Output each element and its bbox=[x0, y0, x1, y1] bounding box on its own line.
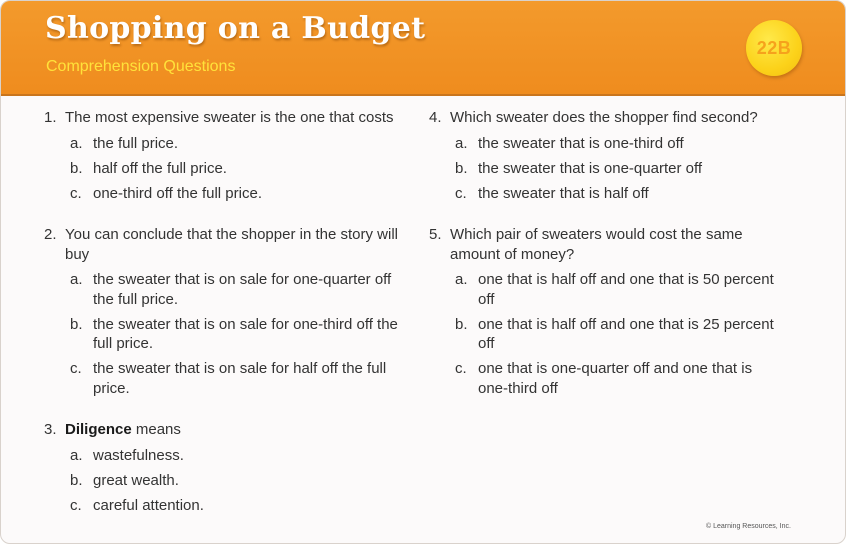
left-question-column bbox=[44, 108, 414, 537]
option-letter: c. bbox=[70, 184, 82, 202]
question-1 bbox=[44, 108, 414, 203]
option-letter: a. bbox=[70, 134, 83, 152]
question-number: 5. bbox=[429, 226, 442, 243]
card-number-badge bbox=[746, 20, 802, 76]
answer-option bbox=[44, 446, 414, 466]
question-4 bbox=[429, 108, 774, 203]
question-3 bbox=[44, 420, 414, 515]
answer-option bbox=[44, 471, 414, 491]
card-title: Shopping on a Budget bbox=[45, 11, 426, 46]
option-letter: b. bbox=[70, 471, 83, 489]
option-text: great wealth. bbox=[93, 471, 179, 489]
question-stem bbox=[44, 108, 414, 128]
answer-option bbox=[429, 159, 774, 179]
option-letter: b. bbox=[70, 315, 83, 333]
answer-option bbox=[44, 315, 414, 354]
option-text: one that is half off and one that is 50 percent off bbox=[478, 271, 774, 308]
right-question-column bbox=[429, 108, 774, 420]
question-text: Which pair of sweaters would cost the same amount of money? bbox=[450, 226, 743, 263]
copyright-notice: © Learning Resources, Inc. bbox=[706, 523, 791, 530]
vocabulary-term: Diligence bbox=[65, 421, 132, 438]
option-text: careful attention. bbox=[93, 496, 204, 514]
option-letter: c. bbox=[70, 360, 82, 377]
option-letter: b. bbox=[455, 315, 468, 333]
question-stem bbox=[44, 225, 414, 264]
option-letter: b. bbox=[455, 159, 468, 177]
question-text: The most expensive sweater is the one that costs bbox=[65, 109, 394, 126]
option-text: wastefulness. bbox=[93, 446, 184, 464]
option-letter: a. bbox=[455, 271, 468, 288]
option-text: one-third off the full price. bbox=[93, 184, 262, 202]
answer-option bbox=[429, 315, 774, 354]
option-text: the sweater that is one-quarter off bbox=[478, 159, 703, 177]
answer-option bbox=[429, 134, 774, 154]
answer-option bbox=[429, 270, 774, 309]
option-letter: b. bbox=[70, 159, 83, 177]
question-stem bbox=[44, 420, 414, 440]
option-text: the full price. bbox=[93, 134, 179, 152]
option-text: the sweater that is on sale for one-quarter off the full price. bbox=[93, 271, 392, 308]
card-header bbox=[1, 1, 845, 96]
option-letter: a. bbox=[70, 271, 83, 288]
question-5 bbox=[429, 225, 774, 398]
question-text-rest: means bbox=[131, 421, 181, 438]
answer-options bbox=[429, 134, 774, 204]
answer-option bbox=[429, 359, 774, 398]
option-letter: a. bbox=[455, 134, 468, 152]
question-number: 4. bbox=[429, 109, 442, 126]
option-text: the sweater that is one-third off bbox=[478, 134, 684, 152]
answer-option bbox=[44, 159, 414, 179]
answer-options bbox=[44, 270, 414, 398]
badge-label: 22B bbox=[756, 37, 792, 58]
answer-option bbox=[44, 134, 414, 154]
option-text: the sweater that is on sale for one-third off the full price. bbox=[93, 315, 398, 352]
option-text: the sweater that is half off bbox=[478, 184, 649, 202]
question-number: 1. bbox=[44, 109, 57, 126]
card-subtitle: Comprehension Questions bbox=[46, 58, 236, 75]
answer-option bbox=[44, 184, 414, 204]
answer-option bbox=[44, 270, 414, 309]
option-text: one that is half off and one that is 25 percent off bbox=[478, 315, 774, 352]
answer-option bbox=[44, 496, 414, 516]
question-number: 3. bbox=[44, 421, 57, 438]
question-text: Which sweater does the shopper find second? bbox=[450, 109, 758, 126]
option-text: half off the full price. bbox=[93, 159, 227, 177]
answer-option bbox=[44, 359, 414, 398]
option-letter: c. bbox=[455, 360, 467, 377]
option-letter: c. bbox=[70, 496, 82, 514]
option-letter: a. bbox=[70, 446, 83, 464]
option-text: the sweater that is on sale for half off the full price. bbox=[93, 360, 387, 397]
answer-options bbox=[429, 270, 774, 398]
answer-option bbox=[429, 184, 774, 204]
question-stem bbox=[429, 108, 774, 128]
option-letter: c. bbox=[455, 184, 467, 202]
answer-options bbox=[44, 446, 414, 516]
answer-options bbox=[44, 134, 414, 204]
question-stem bbox=[429, 225, 774, 264]
question-text: You can conclude that the shopper in the story will buy bbox=[65, 226, 398, 263]
question-text bbox=[65, 420, 414, 440]
question-2 bbox=[44, 225, 414, 398]
option-text: one that is one-quarter off and one that is one-third off bbox=[478, 360, 753, 397]
question-number: 2. bbox=[44, 226, 57, 243]
